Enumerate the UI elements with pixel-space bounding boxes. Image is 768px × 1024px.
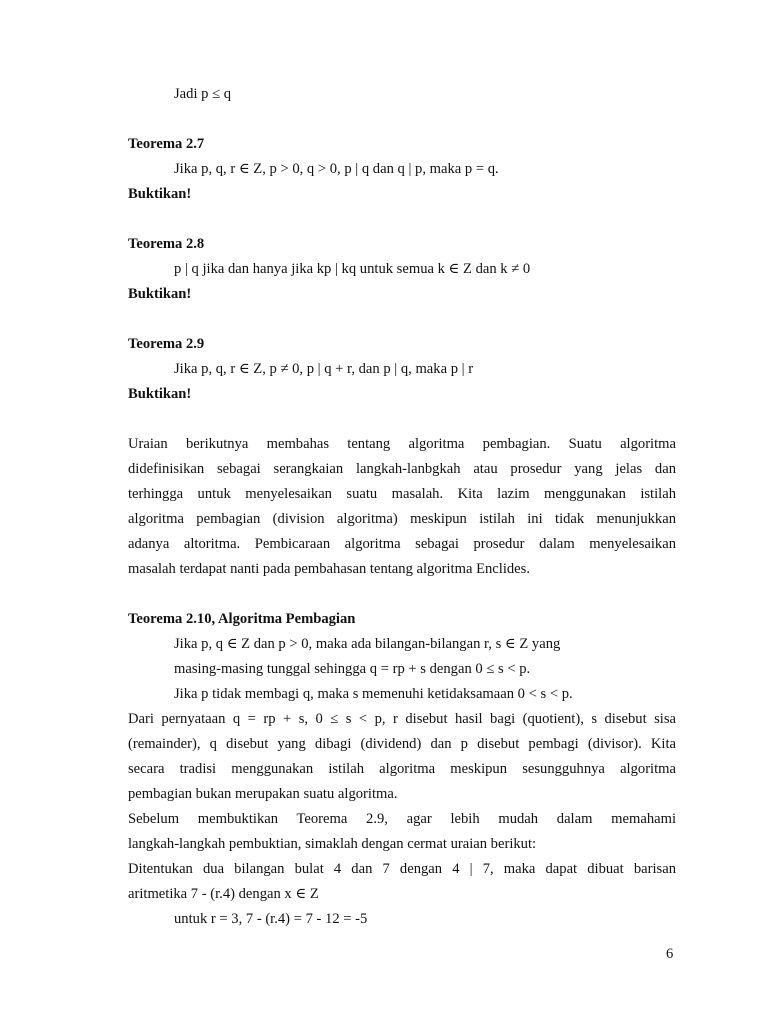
paragraph-example (128, 857, 676, 907)
document-page (128, 82, 676, 932)
paragraph-before-proof (128, 807, 676, 857)
paragraph-division-terms (128, 707, 676, 807)
theorem-2-10-body-2: masing-masing tunggal sehingga q = rp + s dengan 0 ≤ s < p. (174, 661, 531, 677)
theorem-2-9-title: Teorema 2.9 (128, 336, 205, 352)
theorem-2-10-title: Teorema 2.10, Algoritma Pembagian (128, 611, 356, 627)
page-number: 6 (666, 946, 674, 962)
paragraph-line: Uraian berikutnya membahas tentang algoritma pembagian. Suatu algoritma (128, 436, 676, 452)
theorem-2-9-body: Jika p, q, r ∈ Z, p ≠ 0, p | q + r, dan p | q, maka p | r (174, 361, 474, 377)
theorem-2-7-title: Teorema 2.7 (128, 136, 205, 152)
theorem-2-7-body: Jika p, q, r ∈ Z, p > 0, q > 0, p | q dan q | p, maka p = q. (174, 161, 499, 177)
conclusion-line: Jadi p ≤ q (174, 86, 232, 102)
theorem-2-7-proof-label: Buktikan! (128, 186, 192, 202)
paragraph-line: aritmetika 7 - (r.4) dengan x ∈ Z (128, 886, 319, 902)
theorem-2-8-proof-label: Buktikan! (128, 286, 192, 302)
theorem-2-10-body-3: Jika p tidak membagi q, maka s memenuhi ketidaksamaan 0 < s < p. (174, 686, 573, 702)
paragraph-line: langkah-langkah pembuktian, simaklah dengan cermat uraian berikut: (128, 836, 537, 852)
theorem-2-10-body-1: Jika p, q ∈ Z dan p > 0, maka ada bilangan-bilangan r, s ∈ Z yang (174, 636, 561, 652)
paragraph-line: pembagian bukan merupakan suatu algoritma. (128, 786, 398, 802)
example-calculation-line: untuk r = 3, 7 - (r.4) = 7 - 12 = -5 (174, 911, 368, 927)
paragraph-line: terhingga untuk menyelesaikan suatu masalah. Kita lazim menggunakan istilah (128, 486, 676, 502)
paragraph-line: Dari pernyataan q = rp + s, 0 ≤ s < p, r disebut hasil bagi (quotient), s disebut sisa (128, 711, 676, 727)
theorem-2-8-title: Teorema 2.8 (128, 236, 205, 252)
paragraph-line: adanya altoritma. Pembicaraan algoritma sebagai prosedur dalam menyelesaikan (128, 536, 676, 552)
paragraph-line: Ditentukan dua bilangan bulat 4 dan 7 dengan 4 | 7, maka dapat dibuat barisan (128, 861, 676, 877)
paragraph-algorithm-intro (128, 432, 676, 582)
paragraph-line: (remainder), q disebut yang dibagi (dividend) dan p disebut pembagi (divisor). Kita (128, 736, 676, 752)
paragraph-line: didefinisikan sebagai serangkaian langkah-lanbgkah atau prosedur yang jelas dan (128, 461, 676, 477)
paragraph-line: algoritma pembagian (division algoritma) meskipun istilah ini tidak menunjukkan (128, 511, 676, 527)
theorem-2-9-proof-label: Buktikan! (128, 386, 192, 402)
theorem-2-8-body: p | q jika dan hanya jika kp | kq untuk semua k ∈ Z dan k ≠ 0 (174, 261, 531, 277)
paragraph-line: secara tradisi menggunakan istilah algoritma meskipun sesungguhnya algoritma (128, 761, 676, 777)
paragraph-line: masalah terdapat nanti pada pembahasan tentang algoritma Enclides. (128, 561, 530, 577)
paragraph-line: Sebelum membuktikan Teorema 2.9, agar lebih mudah dalam memahami (128, 811, 676, 827)
